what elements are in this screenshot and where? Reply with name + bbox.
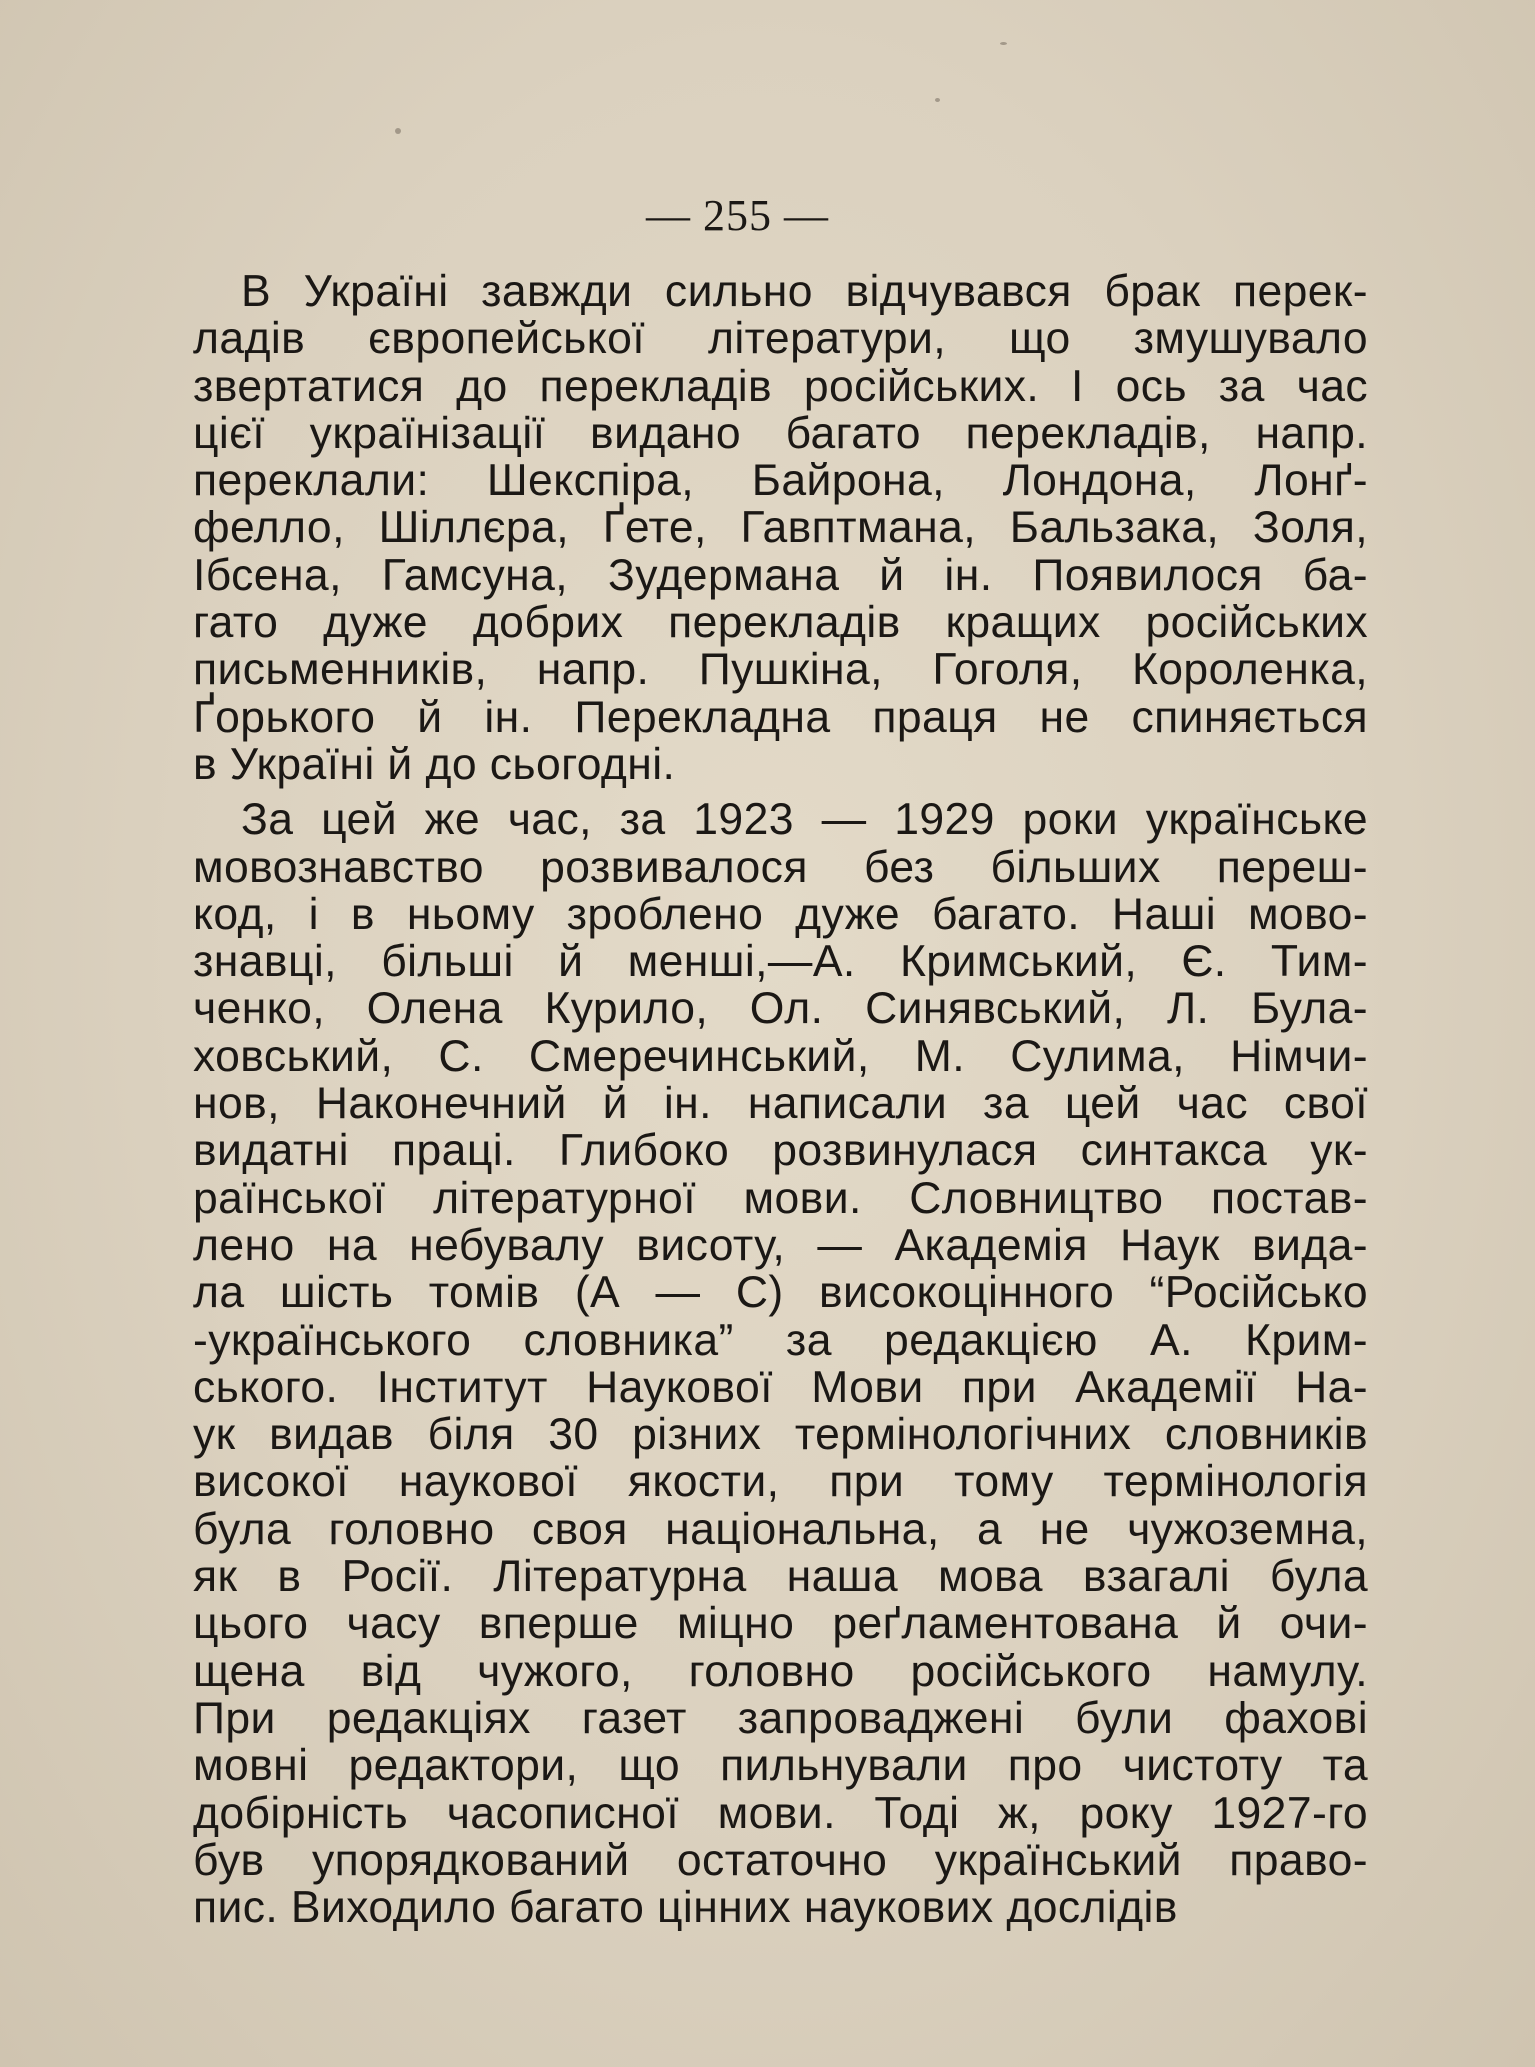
text-line: був упорядкований остаточно український право- xyxy=(193,1835,1368,1885)
text-line: була головно своя національна, а не чужоземна, xyxy=(193,1504,1368,1554)
text-line: переклали: Шекспіра, Байрона, Лондона, Лонґ- xyxy=(193,456,1368,506)
text-line: щена від чужого, головно російського намулу. xyxy=(193,1646,1368,1696)
text-line: гато дуже добрих перекладів кращих російських xyxy=(193,598,1368,648)
text-line: ладів європейської літератури, що змушувало xyxy=(193,314,1368,364)
text-line: ського. Інститут Наукової Мови при Академії На- xyxy=(193,1362,1368,1412)
page-number: — 255 — xyxy=(646,191,829,240)
text-line: ла шість томів (А — С) високоцінного “Російсько xyxy=(193,1268,1368,1318)
text-line: фелло, Шіллєра, Ґете, Гавптмана, Бальзака, Золя, xyxy=(193,503,1368,553)
paragraph xyxy=(193,268,1368,788)
text-line: В Україні завжди сильно відчувався брак перек- xyxy=(241,267,1368,316)
text-line: лено на небувалу висоту, — Академія Наук вида- xyxy=(193,1220,1368,1270)
text-line: нов, Наконечний й ін. написали за цей час свої xyxy=(193,1079,1368,1129)
body-text xyxy=(193,268,1368,1939)
text-line: При редакціях газет запроваджені були фахові xyxy=(193,1693,1368,1743)
text-line: Ібсена, Гамсуна, Зудермана й ін. Появилося ба- xyxy=(193,550,1368,600)
text-line: в Україні й до сьогодні. xyxy=(193,739,676,789)
text-line: код, і в ньому зроблено дуже багато. Наші мово- xyxy=(193,889,1368,939)
text-line: ук видав біля 30 різних термінологічних словників xyxy=(193,1410,1368,1460)
text-line: пис. Виходило багато цінних наукових дослідів xyxy=(193,1883,1178,1933)
text-line: високої наукової якости, при тому термінологія xyxy=(193,1457,1368,1507)
text-line: ховський, С. Смеречинський, М. Сулима, Німчи- xyxy=(193,1031,1368,1081)
text-line: цього часу вперше міцно реґламентована й очи- xyxy=(193,1599,1368,1649)
text-line: письменників, напр. Пушкіна, Гоголя, Короленка, xyxy=(193,645,1368,695)
text-line: Ґорького й ін. Перекладна праця не спиняється xyxy=(193,692,1368,742)
text-line: цієї українізації видано багато перекладів, напр. xyxy=(193,408,1368,458)
paper-speck xyxy=(935,98,940,102)
text-line: знавці, більші й менші,—А. Кримський, Є. Тим- xyxy=(193,937,1368,987)
paragraph xyxy=(193,796,1368,1931)
paper-speck xyxy=(395,128,401,134)
text-line: За цей же час, за 1923 — 1929 роки українське xyxy=(241,795,1368,845)
text-line: ченко, Олена Курило, Ол. Синявський, Л. Була- xyxy=(193,984,1368,1034)
paper-speck xyxy=(1000,42,1007,45)
text-line: видатні праці. Глибоко розвинулася синтакса ук- xyxy=(193,1126,1368,1176)
text-line: звертатися до перекладів російських. І ось за час xyxy=(193,361,1368,411)
text-line: -українського словника” за редакцією А. Крим- xyxy=(193,1315,1368,1365)
text-line: добірність часописної мови. Тоді ж, року 1927-го xyxy=(193,1788,1368,1838)
text-line: мовознавство розвивалося без більших переш- xyxy=(193,842,1368,892)
text-line: як в Росії. Літературна наша мова взагалі була xyxy=(193,1552,1368,1602)
text-line: мовні редактори, що пильнували про чистоту та xyxy=(193,1741,1368,1791)
text-line: раїнської літературної мови. Словництво постав- xyxy=(193,1173,1368,1223)
